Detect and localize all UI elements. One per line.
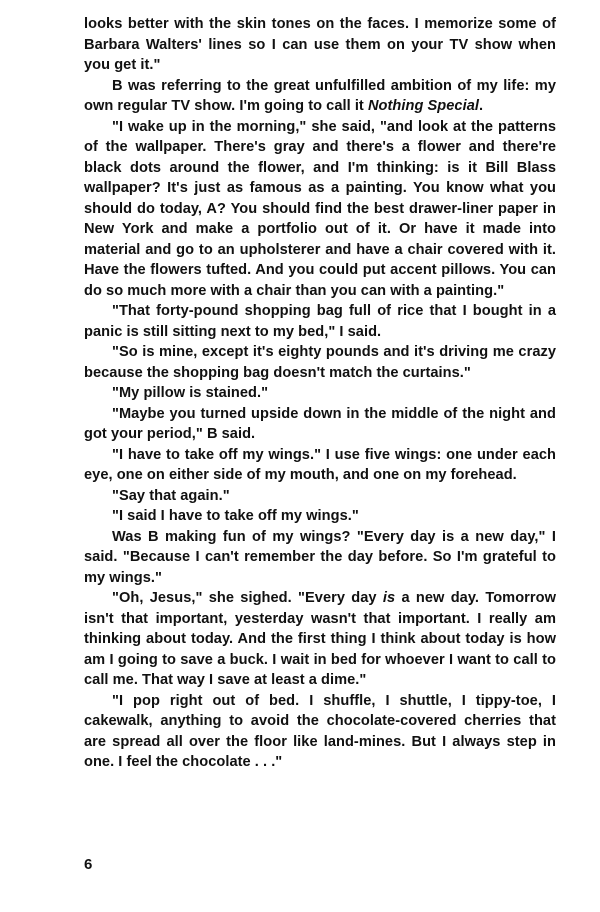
- text-run: Was B making fun of my wings? "Every day is a new day," I said. "Because I can't remember the day before. So I'm grateful to my wings.": [84, 528, 556, 586]
- paragraph: [84, 76, 556, 117]
- paragraph: [84, 301, 556, 342]
- paragraph: [84, 404, 556, 445]
- text-run: a new day. Tomorrow isn't that important, yesterday wasn't that important. I really am thinking about today. And the first thing I think about today is how am I going to save a buck. I wait in bed for whoever I want to call to call me. That way I save at least a dime.": [84, 590, 556, 688]
- italic-text: Nothing Special: [367, 98, 479, 114]
- text-run: "So is mine, except it's eighty pounds and it's driving me crazy because the shopping bag doesn't match the curtains.": [84, 344, 556, 381]
- page-number: 6: [84, 856, 93, 873]
- paragraph: [84, 506, 556, 527]
- book-page-text: [84, 14, 556, 773]
- paragraph: [84, 14, 556, 76]
- text-run: "My pillow is stained.": [112, 385, 269, 401]
- text-run: "Say that again.": [112, 487, 230, 504]
- text-run: "Oh, Jesus," she sighed. "Every day: [112, 590, 383, 606]
- text-run: looks better with the skin tones on the faces. I memorize some of Barbara Walters' lines so I can use them on your TV show when you get it.": [84, 16, 556, 73]
- paragraph: [84, 383, 556, 404]
- text-run: "Maybe you turned upside down in the middle of the night and got your period," B said.: [84, 405, 556, 442]
- paragraph: [84, 527, 556, 589]
- paragraph: [84, 691, 556, 773]
- text-run: B was referring to the great unfulfilled ambition of my life: my own regular TV show. I'm going to call it: [84, 77, 556, 114]
- text-run: "I pop right out of bed. I shuffle, I shuttle, I tippy-toe, I cakewalk, anything to avoid the chocolate-covered cherries that are spread all over the floor like land-mines. But I always step in one. I feel the chocolate . . .": [84, 692, 556, 770]
- paragraph: [84, 588, 556, 691]
- text-run: "I said I have to take off my wings.": [112, 508, 359, 524]
- text-run: "I have to take off my wings." I use five wings: one under each eye, one on either side of my mouth, and one on my forehead.: [84, 446, 556, 483]
- paragraph: [84, 486, 556, 507]
- italic-text: is: [382, 590, 396, 606]
- paragraph: [84, 117, 556, 302]
- text-run: "I wake up in the morning," she said, "and look at the patterns of the wallpaper. There's gray and there's a flower and there're black dots around the flower, and I'm thinking: is it Bill Blass wallpaper? It's just as famous as a painting. You know what you should do today, A? You should find the best drawer-liner paper in New York and make a portfolio out of it. Or have it made into material and go to an upholsterer and have a chair covered with it. Have the flowers tufted. And you could put accent pillows. You can do so much more with a chair than you can with a painting.": [84, 118, 556, 299]
- text-run: "That forty-pound shopping bag full of rice that I bought in a panic is still sitting next to my bed," I said.: [84, 303, 556, 340]
- text-run: .: [478, 98, 484, 114]
- paragraph: [84, 342, 556, 383]
- paragraph: [84, 445, 556, 486]
